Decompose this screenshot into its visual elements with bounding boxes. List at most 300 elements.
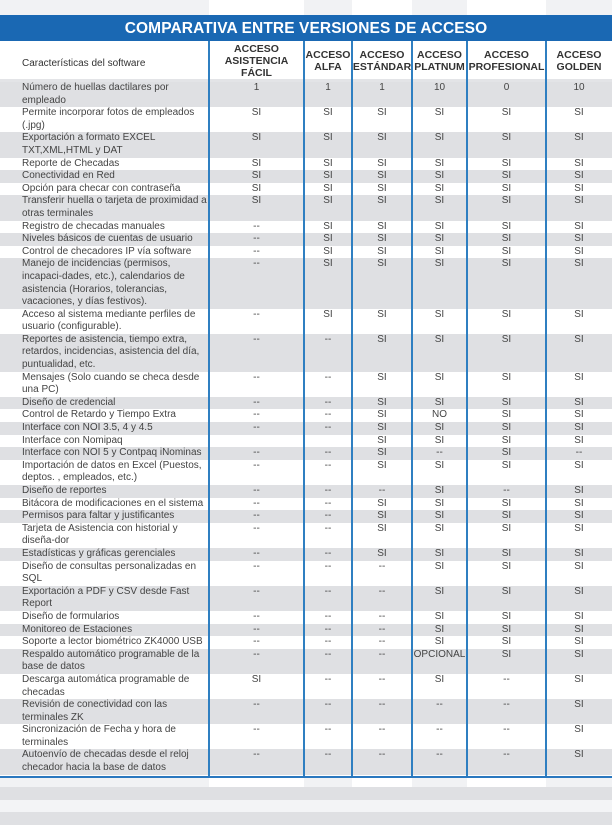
feature-value: -- (304, 749, 352, 774)
column-divider (351, 41, 353, 776)
feature-value: -- (324, 497, 332, 509)
feature-label: Permite incorporar fotos de empleados (.jpg) (22, 107, 195, 131)
empty-row (0, 787, 612, 800)
feature-value: -- (352, 649, 412, 674)
feature-value: NO (432, 409, 447, 421)
feature-value: -- (209, 586, 304, 611)
feature-value: SI (434, 522, 445, 534)
table-row (0, 510, 612, 523)
feature-label: Diseño de reportes (0, 485, 209, 498)
feature-value: -- (209, 749, 304, 774)
feature-value: SI (434, 308, 445, 320)
feature-label: Transferir huella o tarjeta de proximidad a otras terminales (0, 195, 209, 220)
table-row (0, 485, 612, 498)
column-divider (466, 41, 468, 776)
feature-label: Importación de datos en Excel (Puestos, deptos. , empleados, etc.) (22, 459, 202, 484)
feature-value: SI (501, 434, 512, 446)
feature-value: SI (574, 610, 584, 622)
column-header-line: ESTÁNDAR (352, 60, 412, 73)
feature-value: SI (434, 497, 445, 509)
feature-value: SI (501, 308, 512, 320)
feature-value: -- (352, 749, 412, 774)
table-row (0, 334, 612, 372)
feature-value: -- (209, 447, 304, 460)
table-row (0, 372, 612, 397)
feature-value: SI (501, 560, 512, 572)
feature-value: SI (574, 434, 584, 446)
table-row (0, 699, 612, 724)
feature-label: Manejo de incidencias (permisos, incapaci-dades, etc.), calendarios de asistencia (Horarios, tolerancias, vacaciones, y días festivos). (0, 258, 209, 308)
feature-label: Tarjeta de Asistencia con historial y diseña-dor (22, 522, 178, 547)
feature-label: Reporte de Checadas (22, 157, 120, 169)
feature-value: SI (434, 673, 445, 685)
feature-value: -- (378, 724, 386, 736)
feature-value: SI (352, 548, 412, 561)
feature-value: SI (574, 107, 584, 119)
table-row (0, 674, 612, 699)
feature-value: -- (304, 397, 352, 410)
feature-value: -- (503, 724, 510, 736)
feature-value: -- (253, 560, 260, 572)
table-row (0, 498, 612, 511)
feature-label: Estadísticas y gráficas gerenciales (0, 548, 209, 561)
feature-value: SI (304, 258, 352, 308)
feature-value: SI (377, 522, 387, 534)
feature-label: Interface con NOI 3.5, 4 y 4.5 (0, 422, 209, 435)
feature-value: SI (546, 649, 612, 674)
feature-value: -- (352, 586, 412, 611)
feature-value: -- (352, 624, 412, 637)
feature-value: SI (377, 107, 387, 119)
feature-value: SI (501, 157, 512, 169)
feature-value: SI (352, 170, 412, 183)
feature-value: -- (304, 586, 352, 611)
feature-value: SI (434, 371, 445, 383)
feature-value: -- (378, 673, 386, 685)
feature-value: -- (253, 409, 260, 421)
feature-value: SI (574, 308, 584, 320)
column-header-estandar (352, 41, 412, 80)
feature-value: -- (352, 699, 412, 724)
feature-value: -- (209, 258, 304, 308)
table-row (0, 309, 612, 334)
feature-value: SI (412, 422, 467, 435)
feature-value: -- (209, 397, 304, 410)
feature-label: Interface con Nomipaq (22, 434, 123, 446)
feature-value: SI (467, 170, 546, 183)
empty-row (0, 812, 612, 825)
feature-value: SI (304, 195, 352, 220)
table-row (0, 460, 612, 485)
feature-value: SI (434, 157, 445, 169)
feature-label: Respaldo automático programable de la base de datos (0, 649, 209, 674)
feature-value: -- (304, 624, 352, 637)
feature-value: SI (546, 397, 612, 410)
feature-value: SI (434, 560, 445, 572)
feature-value: -- (324, 610, 332, 622)
feature-label: Número de huellas dactilares por empleado (0, 82, 209, 107)
column-header-golden (546, 41, 612, 80)
empty-row (0, 800, 612, 813)
feature-value: -- (209, 485, 304, 498)
feature-label: Autoenvío de checadas desde el reloj checador hacia la base de datos (0, 749, 209, 774)
feature-value: SI (412, 233, 467, 246)
feature-label: Permisos para faltar y justificantes (0, 510, 209, 523)
feature-label: Bitácora de modificaciones en el sistema (22, 497, 204, 509)
feature-value: SI (574, 409, 584, 421)
feature-value: SI (377, 371, 387, 383)
feature-value: -- (436, 724, 443, 736)
feature-value: SI (251, 157, 262, 169)
feature-value: SI (467, 422, 546, 435)
column-divider (545, 41, 547, 776)
feature-value: -- (304, 548, 352, 561)
feature-value: SI (546, 170, 612, 183)
feature-value: SI (209, 170, 304, 183)
feature-value: -- (253, 636, 260, 648)
table-row (0, 548, 612, 561)
feature-value: SI (501, 522, 512, 534)
feature-value: SI (352, 132, 412, 157)
feature-value: SI (209, 195, 304, 220)
feature-value: -- (253, 308, 260, 320)
feature-value: SI (352, 334, 412, 372)
feature-value: SI (352, 422, 412, 435)
feature-value: -- (253, 724, 260, 736)
comparison-table (0, 82, 612, 825)
feature-value: -- (503, 673, 510, 685)
table-row (0, 624, 612, 637)
feature-label: Diseño de formularios (22, 610, 120, 622)
column-header-line: ACCESO (484, 48, 529, 61)
feature-column-header: Características del software (22, 58, 146, 69)
table-row (0, 749, 612, 774)
column-header-line: GOLDEN (556, 60, 602, 73)
table-row (0, 561, 612, 586)
feature-value: SI (434, 434, 445, 446)
feature-value: -- (412, 699, 467, 724)
feature-value (209, 435, 304, 448)
feature-label: Diseño de consultas personalizadas en SQL (22, 560, 196, 585)
feature-label: Acceso al sistema mediante perfiles de usuario (configurable). (22, 308, 196, 333)
feature-value: SI (304, 132, 352, 157)
feature-value: -- (209, 699, 304, 724)
feature-value: SI (377, 434, 387, 446)
feature-value: -- (253, 220, 260, 232)
feature-value: SI (546, 749, 612, 774)
feature-value: SI (434, 245, 445, 257)
feature-value: SI (546, 132, 612, 157)
feature-value: -- (412, 749, 467, 774)
feature-value: -- (209, 422, 304, 435)
feature-value: SI (323, 220, 333, 232)
table-row (0, 195, 612, 220)
feature-value: SI (412, 334, 467, 372)
feature-value: SI (467, 447, 546, 460)
feature-label: Conectividad en Red (0, 170, 209, 183)
table-row (0, 397, 612, 410)
feature-value: SI (377, 220, 387, 232)
column-header-alfa (304, 41, 352, 80)
feature-label: Exportación a PDF y CSV desde Fast Report (0, 586, 209, 611)
table-row (0, 649, 612, 674)
feature-label: Reportes de asistencia, tiempo extra, retardos, incidencias, asistencia del día, puntualidad, etc. (0, 334, 209, 372)
feature-value: SI (467, 258, 546, 308)
feature-value: SI (352, 510, 412, 523)
feature-value: SI (467, 397, 546, 410)
feature-value: SI (501, 610, 512, 622)
feature-label: Exportación a formato EXCEL TXT,XML,HTML y DAT (0, 132, 209, 157)
feature-value: SI (467, 233, 546, 246)
feature-value: -- (304, 485, 352, 498)
table-row (0, 221, 612, 234)
feature-value: SI (434, 459, 445, 471)
feature-value: SI (377, 182, 387, 194)
feature-value: SI (546, 485, 612, 498)
column-header-line: ACCESO (234, 42, 279, 55)
feature-value: SI (574, 459, 584, 471)
feature-value: -- (253, 610, 260, 622)
page-title: COMPARATIVA ENTRE VERSIONES DE ACCESO (0, 15, 612, 41)
feature-value: SI (251, 673, 262, 685)
feature-value: SI (546, 233, 612, 246)
feature-value: SI (352, 447, 412, 460)
column-header-line: ALFA (314, 60, 342, 73)
feature-value: -- (324, 371, 332, 383)
feature-value: SI (501, 371, 512, 383)
feature-value: SI (434, 220, 445, 232)
feature-value: SI (323, 182, 333, 194)
column-header-line: ASISTENCIA FÁCIL (224, 54, 289, 79)
table-row (0, 724, 612, 749)
feature-value: SI (434, 182, 445, 194)
feature-value: SI (323, 157, 333, 169)
feature-value: SI (434, 610, 445, 622)
feature-value: -- (304, 422, 352, 435)
table-row (0, 132, 612, 157)
feature-value: 1 (352, 82, 412, 107)
feature-value: SI (377, 459, 387, 471)
feature-value: SI (546, 624, 612, 637)
feature-label: Sincronización de Fecha y hora de terminales (22, 724, 176, 748)
feature-value: SI (546, 510, 612, 523)
feature-value: -- (324, 636, 332, 648)
feature-value: SI (412, 195, 467, 220)
feature-value: SI (546, 422, 612, 435)
table-row (0, 523, 612, 548)
feature-value: SI (501, 497, 512, 509)
feature-value: -- (378, 636, 386, 648)
feature-value: SI (412, 624, 467, 637)
feature-value: SI (574, 724, 584, 736)
feature-value: -- (324, 673, 332, 685)
feature-value: SI (467, 195, 546, 220)
feature-value: SI (412, 258, 467, 308)
feature-value: SI (352, 258, 412, 308)
feature-value: SI (412, 510, 467, 523)
feature-value: SI (209, 132, 304, 157)
feature-value: SI (467, 510, 546, 523)
feature-value: SI (304, 233, 352, 246)
feature-value: SI (546, 548, 612, 561)
feature-value: SI (412, 397, 467, 410)
feature-value: -- (324, 724, 332, 736)
feature-value: SI (323, 308, 333, 320)
feature-value: -- (378, 560, 386, 572)
feature-value: SI (574, 220, 584, 232)
feature-value: SI (501, 409, 512, 421)
feature-value: SI (251, 107, 262, 119)
table-row (0, 82, 612, 107)
table-row (0, 435, 612, 448)
feature-label: Opción para checar con contraseña (22, 182, 181, 194)
feature-value (304, 435, 352, 448)
feature-value: SI (323, 107, 333, 119)
feature-value: -- (412, 447, 467, 460)
feature-value: -- (304, 649, 352, 674)
feature-value: SI (467, 548, 546, 561)
feature-value: SI (467, 624, 546, 637)
feature-value: -- (304, 447, 352, 460)
column-header-asistencia-facil (209, 41, 304, 80)
column-divider (208, 41, 210, 776)
feature-label: Control de Retardo y Tiempo Extra (22, 409, 176, 421)
feature-value: -- (378, 610, 386, 622)
table-row (0, 409, 612, 422)
table-row (0, 636, 612, 649)
feature-value: SI (574, 636, 584, 648)
feature-value: SI (377, 497, 387, 509)
feature-label: Soporte a lector biométrico ZK4000 USB (22, 636, 203, 648)
feature-value: SI (574, 371, 584, 383)
feature-value: -- (209, 624, 304, 637)
feature-value: -- (253, 522, 260, 534)
column-header-line: PROFESIONAL (468, 60, 545, 73)
feature-value: -- (352, 485, 412, 498)
feature-value: -- (467, 699, 546, 724)
column-header-line: ACCESO (305, 48, 351, 61)
column-header-line: ACCESO (556, 48, 602, 61)
feature-label: Registro de checadas manuales (22, 220, 165, 232)
feature-value: -- (209, 334, 304, 372)
feature-value: SI (467, 132, 546, 157)
feature-value: SI (352, 233, 412, 246)
feature-value: SI (467, 649, 546, 674)
feature-value: SI (412, 485, 467, 498)
feature-value: -- (467, 749, 546, 774)
feature-value: SI (574, 560, 584, 572)
feature-value: -- (253, 459, 260, 471)
feature-value: -- (324, 409, 332, 421)
column-header-line: ACCESO (417, 48, 462, 61)
table-row (0, 183, 612, 196)
feature-value: -- (324, 560, 332, 572)
feature-value: SI (501, 107, 512, 119)
feature-value: -- (324, 522, 332, 534)
feature-value: SI (377, 409, 387, 421)
feature-value: SI (574, 673, 584, 685)
feature-label: Revisión de conectividad con las terminales ZK (0, 699, 209, 724)
feature-value: -- (209, 510, 304, 523)
feature-value: SI (546, 586, 612, 611)
feature-label: Descarga automática programable de checadas (22, 673, 190, 698)
feature-value: SI (546, 195, 612, 220)
feature-value: SI (352, 397, 412, 410)
feature-value: SI (377, 245, 387, 257)
feature-value: SI (501, 459, 512, 471)
column-divider (303, 41, 305, 776)
feature-value: -- (209, 233, 304, 246)
feature-value: 10 (546, 82, 612, 107)
feature-value: SI (467, 586, 546, 611)
feature-value: SI (546, 258, 612, 308)
column-header-platnum (412, 41, 467, 80)
feature-value: SI (574, 522, 584, 534)
column-header-line: PLATNUM (414, 60, 465, 73)
feature-label: Monitoreo de Estaciones (0, 624, 209, 637)
feature-value: SI (501, 220, 512, 232)
table-row (0, 170, 612, 183)
table-row (0, 158, 612, 171)
feature-value: SI (501, 636, 512, 648)
feature-value: 10 (412, 82, 467, 107)
table-row (0, 611, 612, 624)
table-row (0, 586, 612, 611)
empty-row (0, 775, 612, 788)
feature-value: -- (253, 497, 260, 509)
feature-value: SI (434, 636, 445, 648)
feature-value: SI (412, 548, 467, 561)
feature-value: -- (304, 510, 352, 523)
feature-label: Niveles básicos de cuentas de usuario (0, 233, 209, 246)
feature-value: SI (377, 157, 387, 169)
feature-value: SI (501, 245, 512, 257)
feature-value: SI (304, 170, 352, 183)
feature-value: -- (324, 459, 332, 471)
feature-value: SI (574, 157, 584, 169)
table-row (0, 422, 612, 435)
feature-value: -- (304, 699, 352, 724)
feature-value: 1 (209, 82, 304, 107)
column-divider (411, 41, 413, 776)
table-row (0, 447, 612, 460)
table-row (0, 258, 612, 308)
feature-value: OPCIONAL (412, 649, 467, 674)
table-row (0, 107, 612, 132)
feature-value: SI (574, 497, 584, 509)
feature-label: Diseño de credencial (0, 397, 209, 410)
feature-value: -- (546, 447, 612, 460)
feature-value: -- (209, 548, 304, 561)
feature-value: -- (253, 245, 260, 257)
feature-label: Mensajes (Solo cuando se checa desde una PC) (22, 371, 200, 396)
feature-label: Control de checadores IP vía software (22, 245, 192, 257)
table-row (0, 233, 612, 246)
feature-value: -- (253, 371, 260, 383)
feature-value: SI (501, 182, 512, 194)
feature-value: SI (352, 195, 412, 220)
feature-value: SI (546, 334, 612, 372)
column-header-profesional (467, 41, 546, 80)
feature-value: SI (434, 107, 445, 119)
feature-value: SI (546, 699, 612, 724)
feature-value: SI (574, 245, 584, 257)
feature-value: -- (467, 485, 546, 498)
column-header-line: ACCESO (359, 48, 405, 61)
feature-value: SI (467, 334, 546, 372)
feature-value: -- (209, 649, 304, 674)
feature-value: SI (323, 245, 333, 257)
